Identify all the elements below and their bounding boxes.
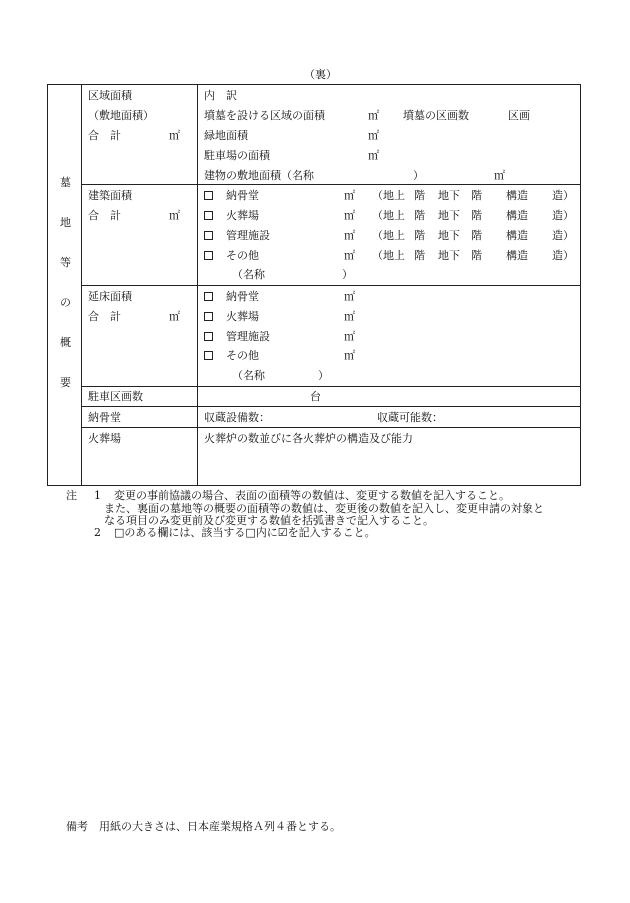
text-label: 地下 <box>438 209 460 222</box>
text-label: 階 <box>414 249 425 262</box>
parking-unit: 台 <box>310 390 321 403</box>
side-char: 地 <box>60 216 71 229</box>
text-label: ㎡ <box>344 349 355 362</box>
text-label: 造） <box>552 209 574 222</box>
side-char: 墓 <box>60 176 71 189</box>
grave-area-unit: ㎡ <box>368 109 379 122</box>
text-label: ㎡ <box>344 310 355 323</box>
note-line: 変更の事前協議の場合、表面の面積等の数値は、変更する数値を記入すること。 <box>114 489 510 502</box>
text-label: 階 <box>414 189 425 202</box>
checkbox[interactable] <box>204 292 213 301</box>
side-char: 概 <box>60 336 71 349</box>
parking-label: 駐車区画数 <box>88 390 143 403</box>
grave-plot-unit: 区画 <box>508 109 530 122</box>
text-label: （地上 <box>372 249 405 262</box>
text-label: 階 <box>471 229 482 242</box>
building-site-label: 建物の敷地面積（名称 <box>204 169 314 182</box>
checkbox[interactable] <box>204 231 213 240</box>
floor-item-name: 納骨堂 <box>226 290 259 303</box>
ossuary-installed: 収蔵設備数： <box>204 411 270 424</box>
text-label: 構造 <box>506 249 528 262</box>
text-label: 階 <box>414 209 425 222</box>
building-item-name: 管理施設 <box>226 229 270 242</box>
checkbox[interactable] <box>204 351 213 360</box>
text-label: 地下 <box>438 229 460 242</box>
grave-plot-count-label: 墳墓の区画数 <box>403 109 469 122</box>
page-header: （裏） <box>304 68 337 81</box>
crematorium-desc: 火葬炉の数並びに各火葬炉の構造及び能力 <box>204 432 413 445</box>
side-char: の <box>60 296 71 309</box>
text-label: ㎡ <box>344 249 355 262</box>
ossuary-label: 納骨堂 <box>88 411 121 424</box>
remark: 備考 用紙の大きさは、日本産業規格Ａ列４番とする。 <box>66 820 341 833</box>
checkbox[interactable] <box>204 332 213 341</box>
notes-prefix: 注 <box>66 489 77 502</box>
floor-item-name: 火葬場 <box>226 310 259 323</box>
text-label: 階 <box>414 229 425 242</box>
parking-area-label: 駐車場の面積 <box>204 149 270 162</box>
text-label: 地下 <box>438 189 460 202</box>
text-label: 地下 <box>438 249 460 262</box>
building-area-label: 建築面積 <box>88 189 132 202</box>
building-item-name: 火葬場 <box>226 209 259 222</box>
grave-area-label: 墳墓を設ける区域の面積 <box>204 109 325 122</box>
text-label: 構造 <box>506 229 528 242</box>
building-item-name: 納骨堂 <box>226 189 259 202</box>
text-label: ㎡ <box>344 189 355 202</box>
text-label: 階 <box>471 249 482 262</box>
green-area-label: 緑地面積 <box>204 129 248 142</box>
checkbox[interactable] <box>204 211 213 220</box>
building-other-name-label: （名称 <box>232 268 265 281</box>
text-label: 階 <box>471 209 482 222</box>
site-area-label: 区域面積 <box>88 89 132 102</box>
side-char: 等 <box>60 256 71 269</box>
text-label: ） <box>342 268 353 281</box>
floor-area-label: 延床面積 <box>88 290 132 303</box>
building-area-total: 合 計 <box>88 209 121 222</box>
text-label: （地上 <box>372 209 405 222</box>
crematorium-label: 火葬場 <box>88 432 121 445</box>
breakdown-title: 内 訳 <box>204 89 237 102</box>
floor-other-name-label: （名称 <box>232 369 265 382</box>
floor-item-name: 管理施設 <box>226 330 270 343</box>
text-label: ㎡ <box>344 229 355 242</box>
text-label: 階 <box>471 189 482 202</box>
text-label: 2 <box>94 526 101 539</box>
ossuary-capacity: 収蔵可能数： <box>377 411 443 424</box>
site-area-unit: ㎡ <box>169 129 180 142</box>
building-site-close: ） <box>413 169 424 182</box>
text-label: 造） <box>552 189 574 202</box>
note-line: □のある欄には、該当する□内に☑を記入すること。 <box>114 526 376 539</box>
text-label: 構造 <box>506 209 528 222</box>
text-label: ） <box>318 369 329 382</box>
parking-area-unit: ㎡ <box>368 149 379 162</box>
text-label: ㎡ <box>344 209 355 222</box>
text-label: 造） <box>552 229 574 242</box>
floor-item-name: その他 <box>226 349 259 362</box>
text-label: 造） <box>552 249 574 262</box>
checkbox[interactable] <box>204 251 213 260</box>
floor-area-unit: ㎡ <box>169 310 180 323</box>
building-area-unit: ㎡ <box>169 209 180 222</box>
floor-area-total: 合 計 <box>88 310 121 323</box>
text-label: ㎡ <box>344 330 355 343</box>
site-area-label2: （敷地面積） <box>88 109 154 122</box>
checkbox[interactable] <box>204 312 213 321</box>
text-label: （地上 <box>372 189 405 202</box>
green-area-unit: ㎡ <box>368 129 379 142</box>
text-label: （地上 <box>372 229 405 242</box>
note-line: なる項目のみ変更前及び変更する数値を括弧書きで記入すること。 <box>104 514 434 527</box>
checkbox[interactable] <box>204 191 213 200</box>
building-site-unit: ㎡ <box>494 169 505 182</box>
site-area-total: 合 計 <box>88 129 121 142</box>
text-label: ㎡ <box>344 290 355 303</box>
side-char: 要 <box>60 376 71 389</box>
text-label: 構造 <box>506 189 528 202</box>
note-line: また、裏面の墓地等の概要の面積等の数値は、変更後の数値を記入し、変更申請の対象と <box>104 502 544 515</box>
text-label: 1 <box>94 489 101 502</box>
building-item-name: その他 <box>226 249 259 262</box>
